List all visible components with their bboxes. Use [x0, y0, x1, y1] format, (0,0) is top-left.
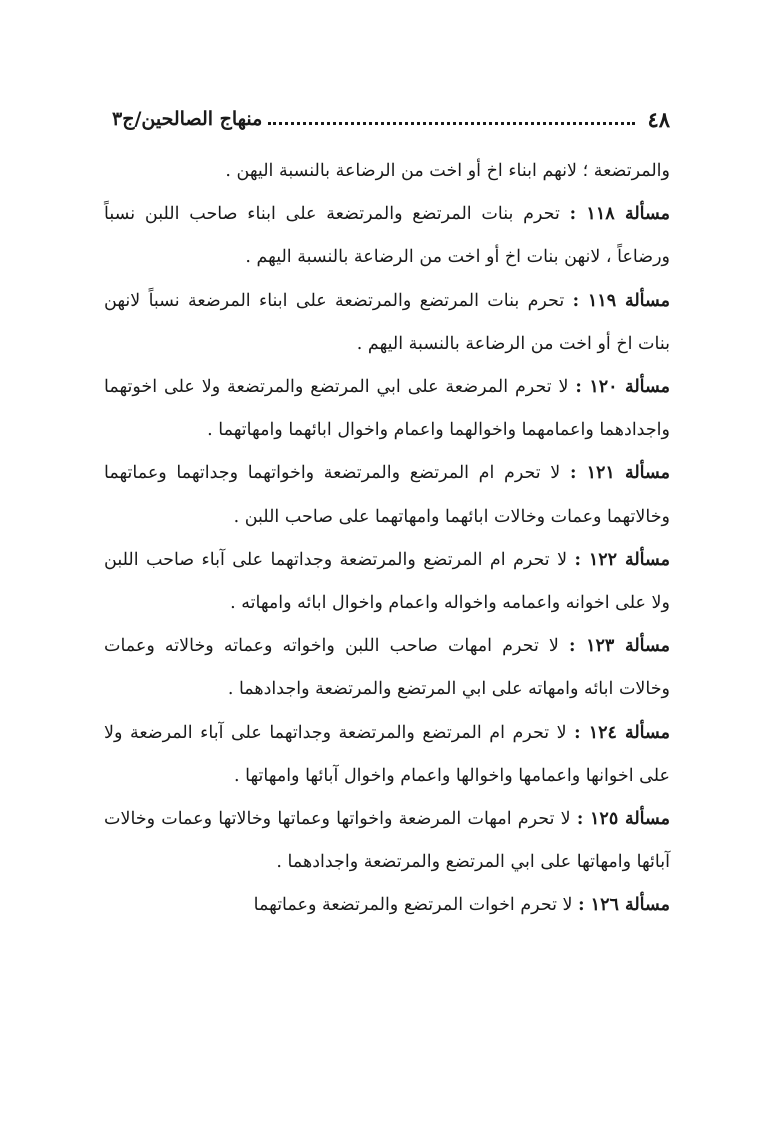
- issue-label: مسألة ١٢٥ :: [576, 809, 670, 830]
- paragraph: [104, 366, 670, 452]
- book-title: منهاج الصالحين/ج٣: [112, 108, 263, 130]
- paragraph-text: والمرتضعة ؛ لانهم ابناء اخ أو اخت من الرضاعة بالنسبة اليهن .: [225, 161, 670, 181]
- page-number: ٤٨: [647, 106, 670, 132]
- paragraph-text: لا تحرم امهات صاحب اللبن واخواته وعماته وخالاته وعمات وخالات ابائه وامهاته على ابي المرتضع والمرتضعة واجدادهما .: [104, 636, 670, 700]
- page-body: [104, 150, 670, 928]
- paragraph: [104, 798, 670, 884]
- paragraph-text: لا تحرم اخوات المرتضع والمرتضعة وعماتهما: [253, 895, 573, 916]
- issue-label: مسألة ١١٨ :: [569, 204, 670, 225]
- paragraph: [104, 150, 670, 193]
- paragraph-text: لا تحرم المرضعة على ابي المرتضع والمرتضعة ولا على اخوتهما واجدادهما واعمامهما واخوالهما واعمام واخوال ابائهما وامهاتهما .: [104, 377, 670, 441]
- paragraph: [104, 625, 670, 711]
- issue-label: مسألة ١٢٢ :: [574, 549, 670, 570]
- paragraph: [104, 884, 670, 927]
- issue-label: مسألة ١٢٠ :: [575, 377, 670, 398]
- paragraph-text: تحرم بنات المرتضع والمرتضعة على ابناء صاحب اللبن نسباً ورضاعاً ، لانهن بنات اخ أو اخت من الرضاعة بالنسبة اليهم .: [104, 204, 670, 268]
- paragraph: [104, 712, 670, 798]
- paragraph: [104, 539, 670, 625]
- issue-label: مسألة ١٢٣ :: [569, 636, 670, 657]
- paragraph: [104, 193, 670, 279]
- issue-label: مسألة ١٢١ :: [569, 463, 670, 484]
- issue-label: مسألة ١٢٦ :: [578, 895, 670, 916]
- header-dot-leader: [268, 122, 635, 125]
- paragraph-text: لا تحرم ام المرتضع والمرتضعة وجداتهما على آباء صاحب اللبن ولا على اخوانه واعمامه واخواله واعمام واخوال ابائه وامهاته .: [104, 549, 670, 614]
- paragraph-text: لا تحرم ام المرتضع والمرتضعة واخواتهما وجداتهما وعماتهما وخالاتهما وعمات وخالات ابائهما وامهاتهما على صاحب اللبن .: [104, 463, 670, 527]
- paragraph-text: تحرم بنات المرتضع والمرتضعة على ابناء المرضعة نسباً لانهن بنات اخ أو اخت من الرضاعة بالنسبة اليهم .: [104, 290, 670, 354]
- paragraph-text: لا تحرم ام المرتضع والمرتضعة وجداتهما على آباء المرضعة ولا على اخوانها واعمامها واخوالها واعمام واخوال آبائها وامهاتها .: [104, 722, 670, 786]
- paragraph: [104, 280, 670, 366]
- running-header: [112, 103, 670, 135]
- paragraph: [104, 452, 670, 538]
- issue-label: مسألة ١٢٤ :: [574, 722, 670, 743]
- paragraph-text: لا تحرم امهات المرضعة واخواتها وعماتها وخالاتها وعمات وخالات آبائها وامهاتها على ابي المرتضع والمرتضعة واجدادهما .: [104, 809, 670, 873]
- issue-label: مسألة ١١٩ :: [572, 290, 670, 311]
